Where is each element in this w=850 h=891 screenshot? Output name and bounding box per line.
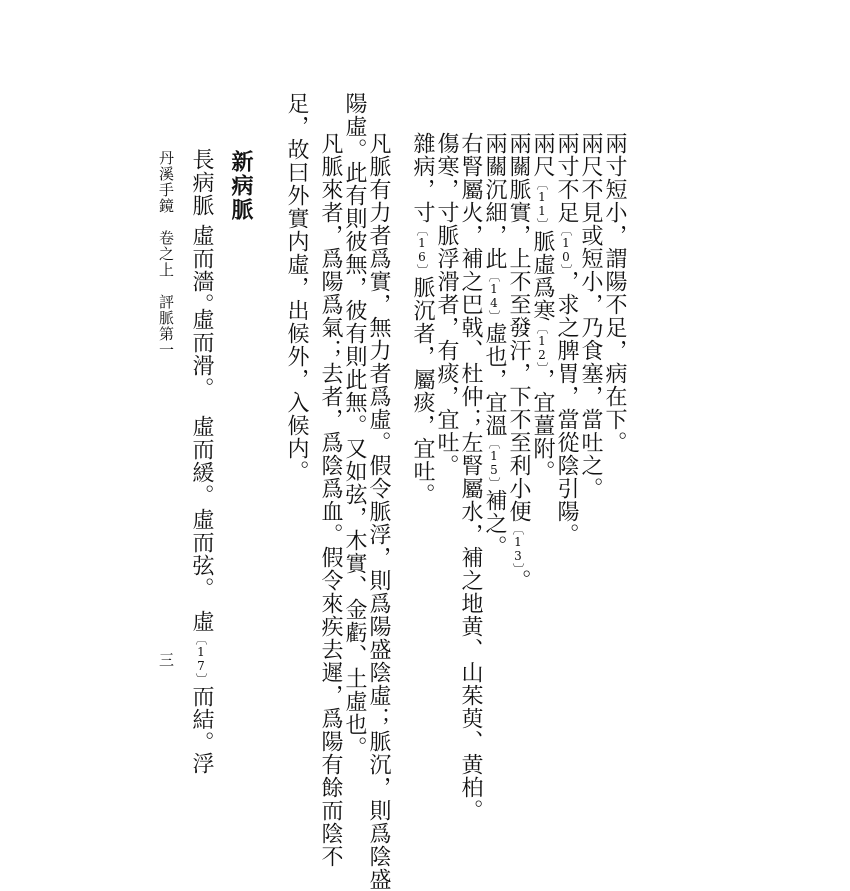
pulse-item: 虛而濇。 bbox=[189, 224, 214, 316]
footnote-marker: 〔17〕 bbox=[194, 633, 208, 685]
text-column-5 bbox=[507, 132, 529, 592]
column-text: 脈沉者，屬痰，宜吐。 bbox=[410, 276, 435, 506]
column-text: 兩寸不足 bbox=[554, 132, 579, 224]
column-text: 兩尺不見或短小，乃食塞，當吐之。 bbox=[578, 132, 603, 500]
column-text: 兩尺 bbox=[530, 132, 555, 178]
column-text: 足，故曰外實内虛，出候外，入候内。 bbox=[284, 92, 309, 483]
column-text: ，宜薑附。 bbox=[530, 368, 555, 483]
column-text: 凡脈有力者爲實，無力者爲虛。假令脈浮，則爲陽盛陰虛；脈沉，則爲陰盛 bbox=[366, 132, 391, 891]
column-text: 兩關沉細，此 bbox=[482, 132, 507, 270]
running-footer bbox=[158, 150, 173, 358]
footnote-marker: 〔12〕 bbox=[535, 322, 549, 368]
column-text: 脈虛爲寒 bbox=[530, 230, 555, 322]
column-text: 右腎屬火，補之巴戟、杜仲；左腎屬水，補之地黄、山茱萸、黄柏。 bbox=[458, 132, 483, 822]
column-text: 傷寒，寸脈浮滑者，有痰，宜吐。 bbox=[434, 132, 459, 477]
column-text: ，求之脾胃，當從陰引陽。 bbox=[554, 270, 579, 546]
column-text: 虛也，宜溫 bbox=[482, 322, 507, 437]
chapter-label: 評脈第一 bbox=[157, 294, 175, 358]
chronic-pulse-label: 長病脈 bbox=[189, 148, 214, 217]
footnote-marker: 〔11〕 bbox=[535, 178, 549, 230]
text-column-2 bbox=[579, 132, 601, 500]
column-text: 凡脈來者，爲陽爲氣；去者，爲陰爲血。假令來疾去遲，爲陽有餘而陰不 bbox=[318, 132, 343, 868]
section-heading bbox=[230, 150, 252, 222]
text-column-1 bbox=[603, 132, 625, 454]
text-column-12 bbox=[319, 132, 341, 868]
pulse-item: 虛而弦。 bbox=[189, 508, 214, 600]
pulse-item: 虛而緩。 bbox=[189, 415, 214, 507]
heading-text: 新病脈 bbox=[228, 150, 254, 222]
text-column-7 bbox=[459, 132, 481, 822]
footnote-marker: 〔10〕 bbox=[559, 224, 573, 270]
text-column-10 bbox=[367, 132, 389, 891]
footnote-marker: 〔15〕 bbox=[487, 437, 501, 489]
column-text: 補之。 bbox=[482, 489, 507, 558]
column-text: 兩寸短小，謂陽不足，病在下。 bbox=[602, 132, 627, 454]
pulse-item: 虛而滑。 bbox=[189, 308, 214, 400]
volume-label: 卷之上 bbox=[157, 230, 175, 278]
text-column-9 bbox=[411, 132, 433, 506]
footnote-marker: 〔13〕 bbox=[511, 523, 525, 569]
book-title: 丹溪手鏡 bbox=[157, 150, 175, 214]
column-text: 雜病，寸 bbox=[410, 132, 435, 224]
text-column-11 bbox=[343, 92, 365, 759]
column-text: 。 bbox=[506, 569, 531, 592]
text-column-4 bbox=[531, 132, 553, 483]
text-column-6 bbox=[483, 132, 505, 558]
text-column-3 bbox=[555, 132, 577, 546]
column-text: 陽虛。此有則彼無，彼有則此無。又如弦，木實、金虧、土虛也。 bbox=[342, 92, 367, 759]
footnote-marker: 〔16〕 bbox=[415, 224, 429, 276]
page-number: 三 bbox=[157, 652, 175, 668]
text-column-8 bbox=[435, 132, 457, 477]
text-column-13 bbox=[285, 92, 307, 483]
pulse-trailing-text: 浮 bbox=[189, 752, 214, 775]
column-text: 兩關脈實，上不至發汗，下不至利小便 bbox=[506, 132, 531, 523]
pulse-item-last: 虛〔17〕而結。 bbox=[189, 610, 214, 754]
footnote-marker: 〔14〕 bbox=[487, 270, 501, 322]
